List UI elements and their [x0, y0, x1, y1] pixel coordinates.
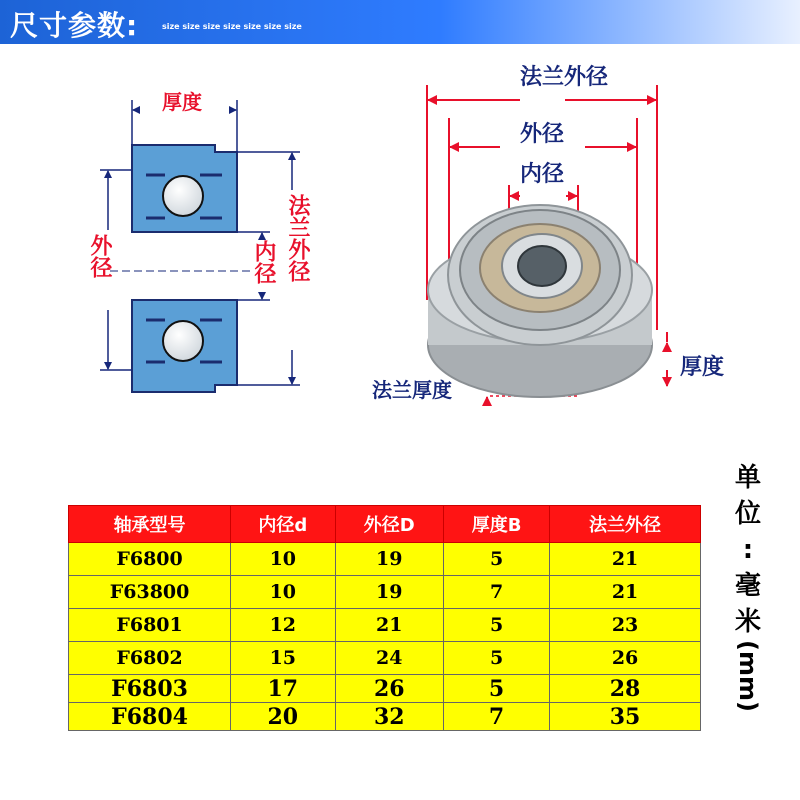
label-thickness-left: 厚度: [162, 90, 202, 114]
label-flange-thickness-right: 法兰厚度: [372, 378, 452, 402]
cell-outer: 24: [335, 642, 444, 675]
cell-model: F6803: [69, 675, 231, 703]
unit-char: 毫: [734, 571, 761, 601]
bearing-photo: [428, 205, 652, 397]
cell-inner: 17: [231, 675, 335, 703]
unit-char: :: [742, 535, 754, 565]
cell-inner: 10: [231, 576, 335, 609]
col-header-outer: 外径D: [335, 506, 444, 543]
cell-flange: 35: [550, 703, 701, 731]
table-row: [69, 642, 701, 675]
header-subtitle: size size size size size size size: [162, 22, 302, 31]
cell-thickness: 5: [444, 543, 550, 576]
label-inner-right: 内径: [520, 162, 565, 187]
lower-section-profile: [132, 300, 237, 392]
cell-outer: 21: [335, 609, 444, 642]
cell-outer: 26: [335, 675, 444, 703]
col-header-model: 轴承型号: [69, 506, 231, 543]
label-inner-left: 内径: [251, 240, 276, 284]
label-thickness-right: 厚度: [680, 355, 725, 380]
unit-note: [718, 460, 778, 712]
cell-model: F6801: [69, 609, 231, 642]
table-row: [69, 609, 701, 642]
table-row: [69, 576, 701, 609]
cell-model: F6802: [69, 642, 231, 675]
cell-model: F6804: [69, 703, 231, 731]
cell-model: F6800: [69, 543, 231, 576]
cell-inner: 12: [231, 609, 335, 642]
col-header-flange: 法兰外径: [550, 506, 701, 543]
table-row: [69, 543, 701, 576]
table-row: [69, 675, 701, 703]
table-header-row: [69, 506, 701, 543]
cell-thickness: 5: [444, 675, 550, 703]
cell-thickness: 7: [444, 576, 550, 609]
unit-char: 单: [734, 463, 761, 493]
cell-inner: 10: [231, 543, 335, 576]
cell-thickness: 5: [444, 609, 550, 642]
page-title: 尺寸参数:: [10, 9, 139, 42]
label-outer-left: 外径: [87, 234, 112, 278]
specs-table: [68, 505, 701, 731]
cell-flange: 21: [550, 576, 701, 609]
unit-char: 位: [734, 499, 761, 529]
unit-char: 米: [734, 607, 761, 637]
col-header-inner: 内径d: [231, 506, 335, 543]
cell-inner: 20: [231, 703, 335, 731]
unit-mm: (mm): [734, 640, 762, 712]
label-outer-right: 外径: [520, 122, 565, 147]
cell-flange: 26: [550, 642, 701, 675]
cell-flange: 23: [550, 609, 701, 642]
label-flange-left: 法兰外径: [285, 194, 310, 282]
table-row: [69, 703, 701, 731]
cell-flange: 21: [550, 543, 701, 576]
col-header-thickness: 厚度B: [444, 506, 550, 543]
cell-thickness: 7: [444, 703, 550, 731]
cell-outer: 32: [335, 703, 444, 731]
cell-inner: 15: [231, 642, 335, 675]
cell-flange: 28: [550, 675, 701, 703]
label-flange-outer-right: 法兰外径: [520, 65, 609, 90]
cell-thickness: 5: [444, 642, 550, 675]
upper-section-profile: [132, 145, 237, 232]
cell-outer: 19: [335, 543, 444, 576]
cell-outer: 19: [335, 576, 444, 609]
cell-model: F63800: [69, 576, 231, 609]
